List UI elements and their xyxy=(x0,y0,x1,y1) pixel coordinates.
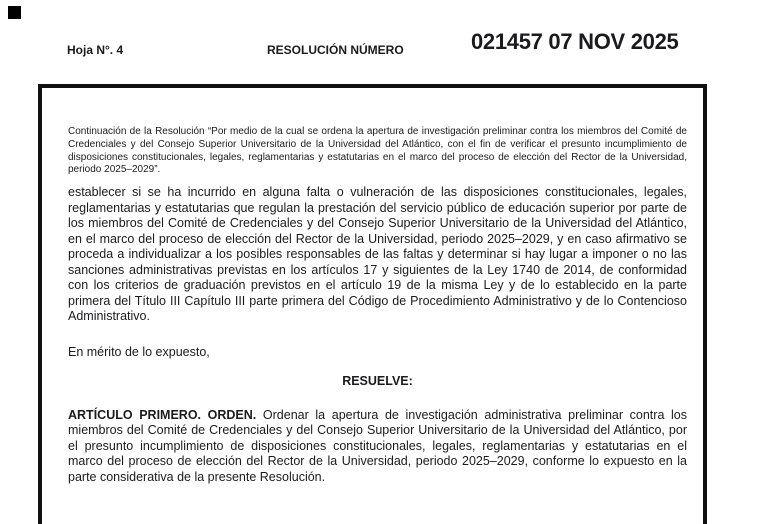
article-first-label: ARTÍCULO PRIMERO. ORDEN. xyxy=(68,407,257,422)
article-first-paragraph xyxy=(68,408,687,486)
scan-corner-mark xyxy=(8,6,21,19)
sheet-number-label: Hoja N°. 4 xyxy=(67,43,124,57)
resolution-number-label: RESOLUCIÓN NÚMERO xyxy=(267,43,404,57)
considerations-paragraph: establecer si se ha incurrido en alguna falta o vulneración de las disposiciones constitucionales, legales, reglamentarias y estatutarias que regulan la prestación del servicio público de educación superior por parte de los miembros del Comité de Credenciales y del Consejo Superior Universitario de la Universidad del Atlántico, en el marco del proceso de elección del Rector de la Universidad, periodo 2025–2029, y en caso afirmativo se proceda a individualizar a los posibles responsables de las faltas y determinar si hay lugar a imponer o no las sanciones administrativas previstas en los artículos 17 y siguientes de la Ley 1740 de 2014, de conformidad con los criterios de graduación previstos en el artículo 19 de la misma Ley y de lo establecido en la parte primera del Título III Capítulo III parte primera del Código de Procedimiento Administrativo y de lo Contencioso Administrativo. xyxy=(68,185,687,324)
resolution-number-stamp: 021457 07 NOV 2025 xyxy=(471,29,679,54)
continuation-note: Continuación de la Resolución “Por medio de la cual se ordena la apertura de investigación preliminar contra los miembros del Comité de Credenciales y del Consejo Superior Universitario de la Universidad del Atlántico, con el fin de verificar el presunto incumplimiento de disposiciones constitucionales, legales, reglamentarias y estatutarias en el marco del proceso de elección del Rector de la Universidad, periodo 2025–2029”. xyxy=(68,126,687,176)
resolve-heading: RESUELVE: xyxy=(342,374,413,389)
resolution-body-frame xyxy=(38,84,707,524)
merit-line: En mérito de lo expuesto, xyxy=(68,344,210,359)
article-first-text: Ordenar la apertura de investigación administrativa preliminar contra los miembros del Comité de Credenciales y del Consejo Superior Universitario de la Universidad del Atlántico, por el presunto incumplimiento de disposiciones constitucionales, legales, reglamentarias y estatutarias en el marco del proceso de elección del Rector de la Universidad, periodo 2025–2029, conforme lo expuesto en la parte considerativa de la presente Resolución. xyxy=(68,407,688,484)
